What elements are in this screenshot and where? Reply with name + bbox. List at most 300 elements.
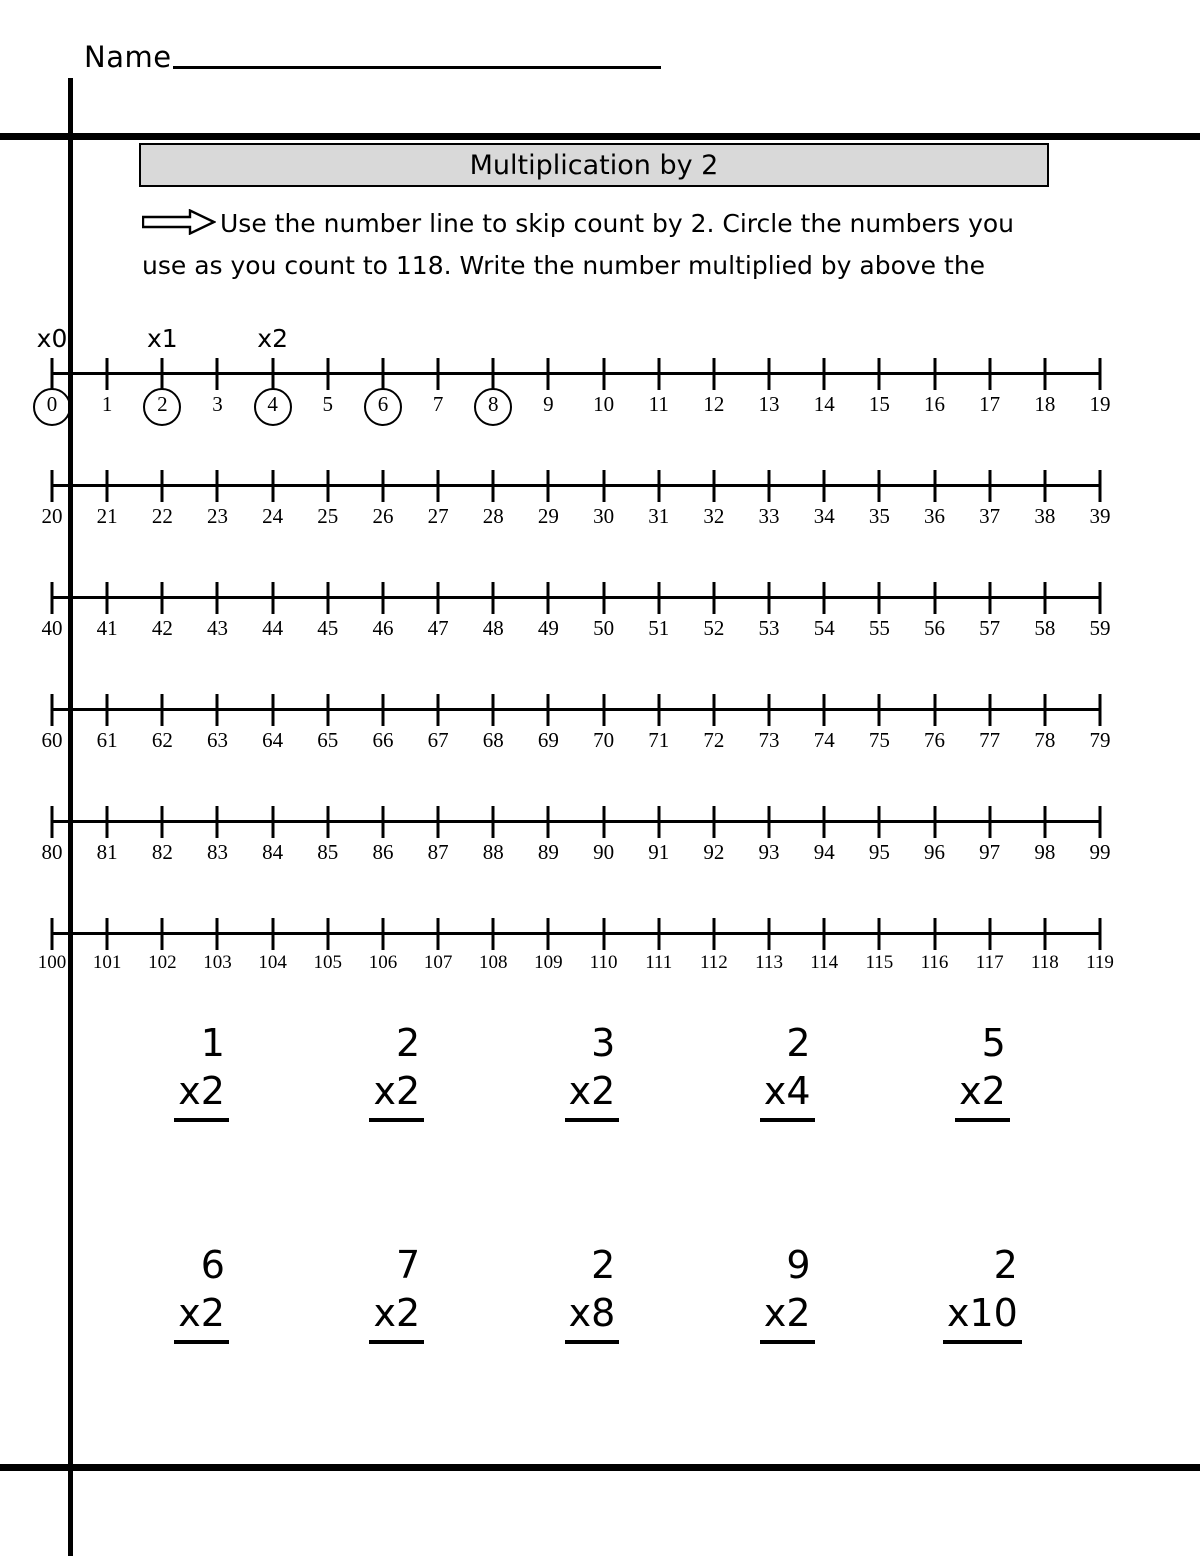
problem-stack xyxy=(369,1020,424,1122)
problem-operand-top: 5 xyxy=(981,1021,1006,1065)
number-line-tick xyxy=(216,358,219,390)
number-line-label[interactable]: 10 xyxy=(593,392,615,416)
number-line-tick xyxy=(51,582,54,614)
problem-operand-bottom: x2 xyxy=(369,1066,424,1122)
number-line-tick xyxy=(51,470,54,502)
number-line-label[interactable]: 33 xyxy=(758,504,780,528)
number-line-tick xyxy=(602,582,605,614)
number-line-label[interactable]: 100 xyxy=(37,952,67,973)
worksheet-title-box xyxy=(139,143,1049,187)
number-line-tick xyxy=(768,694,771,726)
number-line-tick xyxy=(878,470,881,502)
multiplication-problem[interactable] xyxy=(690,1242,885,1344)
number-line-tick xyxy=(657,358,660,390)
number-line-tick xyxy=(161,806,164,838)
number-line-tick xyxy=(1099,470,1102,502)
number-line-label[interactable]: 63 xyxy=(206,728,228,752)
problem-operand-bottom: x2 xyxy=(565,1066,620,1122)
number-line-tick xyxy=(988,358,991,390)
problem-stack xyxy=(565,1020,620,1122)
number-line-label[interactable]: 29 xyxy=(537,504,559,528)
problem-stack xyxy=(943,1242,1022,1344)
number-line-label[interactable]: 84 xyxy=(262,840,284,864)
number-line-label[interactable]: 52 xyxy=(703,616,725,640)
number-line-tick xyxy=(271,918,274,950)
problem-operand-top: 2 xyxy=(786,1021,811,1065)
number-line-label[interactable]: 109 xyxy=(534,952,563,973)
number-line-label[interactable]: 75 xyxy=(868,728,890,752)
multiplication-problem[interactable] xyxy=(104,1020,299,1122)
number-line-axis xyxy=(52,596,1100,599)
number-line-tick xyxy=(492,918,495,950)
number-line-label[interactable]: 91 xyxy=(648,840,670,864)
number-line-tick xyxy=(768,358,771,390)
problem-operand-top: 2 xyxy=(591,1243,616,1287)
number-line-row xyxy=(0,890,1200,1002)
number-line-tick xyxy=(381,470,384,502)
number-line-tick xyxy=(1099,582,1102,614)
number-line-label[interactable]: 55 xyxy=(868,616,890,640)
number-line-label[interactable]: 119 xyxy=(1086,952,1114,973)
number-line-label[interactable]: 16 xyxy=(924,392,946,416)
number-line-axis xyxy=(52,932,1100,935)
number-line-label[interactable]: 68 xyxy=(482,728,504,752)
number-line-tick xyxy=(823,806,826,838)
number-line-label[interactable]: 28 xyxy=(482,504,504,528)
number-line-label[interactable]: 115 xyxy=(865,952,894,973)
number-line-tick xyxy=(271,358,274,390)
number-line-tick xyxy=(326,694,329,726)
number-line-label[interactable]: 85 xyxy=(317,840,339,864)
number-line-tick xyxy=(161,582,164,614)
number-line xyxy=(41,778,1111,890)
number-line-label[interactable]: 67 xyxy=(427,728,449,752)
number-line-tick xyxy=(437,470,440,502)
number-line-label[interactable]: 34 xyxy=(813,504,835,528)
number-line-label[interactable]: 49 xyxy=(537,616,559,640)
number-line-tick xyxy=(381,694,384,726)
number-line-tick xyxy=(271,806,274,838)
number-line-tick xyxy=(51,694,54,726)
number-line-tick xyxy=(326,470,329,502)
number-line-tick xyxy=(933,694,936,726)
number-line-tick xyxy=(381,918,384,950)
number-line-tick xyxy=(1043,806,1046,838)
problem-stack xyxy=(565,1242,620,1344)
name-input-blank[interactable] xyxy=(173,42,661,69)
number-line-label[interactable]: 57 xyxy=(979,616,1001,640)
number-line-label[interactable]: 44 xyxy=(262,616,284,640)
number-line-label[interactable]: 26 xyxy=(372,504,394,528)
number-line-label[interactable]: 19 xyxy=(1089,392,1111,416)
number-line-row xyxy=(0,666,1200,778)
number-line-section xyxy=(0,324,1200,1002)
number-line-tick xyxy=(823,358,826,390)
number-line-label[interactable]: 93 xyxy=(758,840,780,864)
problem-stack xyxy=(760,1020,815,1122)
number-line-tick xyxy=(437,582,440,614)
problem-stack xyxy=(955,1020,1010,1122)
number-line-tick xyxy=(326,918,329,950)
number-line-tick xyxy=(768,582,771,614)
number-line-label[interactable]: 18 xyxy=(1034,392,1056,416)
number-line-tick xyxy=(602,918,605,950)
number-line-tick xyxy=(161,358,164,390)
number-line-tick xyxy=(657,694,660,726)
number-line-axis xyxy=(52,820,1100,823)
number-line-row xyxy=(0,442,1200,554)
number-line-label[interactable]: 48 xyxy=(482,616,504,640)
number-line-label[interactable]: 21 xyxy=(96,504,118,528)
number-line-tick xyxy=(271,694,274,726)
problem-stack xyxy=(369,1242,424,1344)
number-line-tick xyxy=(1099,694,1102,726)
number-line-tick xyxy=(602,806,605,838)
number-line-tick xyxy=(1099,918,1102,950)
problem-operand-top: 2 xyxy=(395,1021,421,1065)
number-line-label[interactable]: 22 xyxy=(151,504,173,528)
number-line-label[interactable]: 77 xyxy=(979,728,1001,752)
number-line-label[interactable]: 53 xyxy=(758,616,780,640)
number-line-tick xyxy=(1043,694,1046,726)
multiplication-problem[interactable] xyxy=(494,1020,689,1122)
number-line-tick xyxy=(161,470,164,502)
number-line-label[interactable]: 45 xyxy=(317,616,339,640)
number-line-label[interactable]: 81 xyxy=(96,840,118,864)
number-line-label[interactable]: 35 xyxy=(868,504,890,528)
number-line-tick xyxy=(602,694,605,726)
multiplication-problem[interactable] xyxy=(299,1242,494,1344)
number-line-tick xyxy=(216,470,219,502)
number-line-tick xyxy=(216,582,219,614)
number-line-tick xyxy=(1099,358,1102,390)
multiplier-label: x1 xyxy=(146,324,178,353)
multiplier-label: x0 xyxy=(36,324,68,353)
number-line-tick xyxy=(602,470,605,502)
number-line xyxy=(41,666,1111,778)
number-line-tick xyxy=(106,358,109,390)
number-line-label[interactable]: 65 xyxy=(317,728,339,752)
number-line-tick xyxy=(106,694,109,726)
number-line-label[interactable]: 36 xyxy=(924,504,946,528)
number-line-axis xyxy=(52,708,1100,711)
number-line-label[interactable]: 71 xyxy=(648,728,670,752)
multiplication-problem[interactable] xyxy=(494,1242,689,1344)
number-line-tick xyxy=(933,358,936,390)
number-line-tick xyxy=(437,694,440,726)
problem-operand-bottom: x2 xyxy=(174,1066,229,1122)
number-line xyxy=(41,554,1111,666)
number-line-tick xyxy=(878,358,881,390)
problems-section xyxy=(0,1020,1200,1464)
number-line-label[interactable]: 40 xyxy=(41,616,63,640)
header-rule xyxy=(0,133,1200,140)
number-line-tick xyxy=(161,918,164,950)
number-line-tick xyxy=(106,470,109,502)
number-line-label[interactable]: 112 xyxy=(699,952,728,973)
problem-row xyxy=(0,1242,1200,1344)
number-line-tick xyxy=(878,918,881,950)
number-line-tick xyxy=(437,806,440,838)
number-line-tick xyxy=(823,582,826,614)
number-line-label[interactable]: 20 xyxy=(41,504,63,528)
number-line-axis xyxy=(52,372,1100,375)
problem-operand-top: 1 xyxy=(200,1021,225,1065)
problem-operand-top: 7 xyxy=(395,1243,421,1287)
number-line-tick xyxy=(712,806,715,838)
number-line-label[interactable]: 39 xyxy=(1089,504,1111,528)
multiplier-label: x2 xyxy=(257,324,288,353)
multiplication-problem[interactable] xyxy=(885,1020,1080,1122)
number-line-tick xyxy=(933,806,936,838)
number-line-label[interactable]: 24 xyxy=(262,504,284,528)
number-line-tick xyxy=(657,582,660,614)
number-line-label[interactable]: 7 xyxy=(432,392,444,416)
number-line-label[interactable]: 43 xyxy=(206,616,228,640)
number-line-tick xyxy=(547,358,550,390)
number-line xyxy=(41,442,1111,554)
number-line-tick xyxy=(271,582,274,614)
number-line-label[interactable]: 25 xyxy=(317,504,339,528)
number-line-tick xyxy=(823,470,826,502)
number-line-label[interactable]: 56 xyxy=(924,616,946,640)
problem-row xyxy=(0,1020,1200,1122)
number-line-label[interactable]: 116 xyxy=(920,952,949,973)
number-line-axis xyxy=(52,484,1100,487)
number-line-label[interactable]: 54 xyxy=(813,616,835,640)
number-line-tick xyxy=(547,694,550,726)
number-line-tick xyxy=(657,470,660,502)
number-line-label[interactable]: 96 xyxy=(924,840,946,864)
number-line-tick xyxy=(768,470,771,502)
number-line-label[interactable]: 94 xyxy=(813,840,835,864)
number-line-tick xyxy=(381,806,384,838)
number-line-label[interactable]: 110 xyxy=(589,952,618,973)
page-title: Multiplication by 2 xyxy=(469,149,719,181)
multiplication-problem[interactable] xyxy=(885,1242,1080,1344)
number-line-label[interactable]: 92 xyxy=(703,840,725,864)
number-line-label[interactable]: 58 xyxy=(1034,616,1056,640)
number-line-row xyxy=(0,324,1200,442)
number-line-tick xyxy=(51,358,54,390)
number-line-label[interactable]: 101 xyxy=(92,952,122,973)
number-line-tick xyxy=(1043,582,1046,614)
multiplication-problem[interactable] xyxy=(299,1020,494,1122)
instructions-block xyxy=(142,203,1042,287)
number-line-label[interactable]: 95 xyxy=(868,840,890,864)
multiplication-problem[interactable] xyxy=(104,1242,299,1344)
number-line-label[interactable]: 2 xyxy=(157,392,168,416)
number-line-tick xyxy=(326,358,329,390)
number-line-label[interactable]: 60 xyxy=(41,728,63,752)
problem-operand-bottom: x4 xyxy=(760,1066,815,1122)
number-line-tick xyxy=(768,918,771,950)
number-line-tick xyxy=(768,806,771,838)
number-line-label[interactable]: 6 xyxy=(377,392,389,416)
number-line-label[interactable]: 74 xyxy=(813,728,835,752)
number-line-label[interactable]: 50 xyxy=(593,616,615,640)
problem-operand-bottom: x10 xyxy=(943,1288,1022,1344)
number-line-label[interactable]: 79 xyxy=(1089,728,1111,752)
number-line-label[interactable]: 38 xyxy=(1034,504,1056,528)
problem-operand-top: 9 xyxy=(786,1243,811,1287)
problem-operand-top: 3 xyxy=(591,1021,616,1065)
number-line-tick xyxy=(988,582,991,614)
number-line-row xyxy=(0,554,1200,666)
number-line-tick xyxy=(381,358,384,390)
number-line-label[interactable]: 27 xyxy=(427,504,449,528)
number-line-tick xyxy=(326,582,329,614)
number-line-tick xyxy=(657,918,660,950)
number-line-label[interactable]: 97 xyxy=(979,840,1001,864)
problem-operand-bottom: x2 xyxy=(174,1288,229,1344)
number-line-label[interactable]: 32 xyxy=(703,504,725,528)
number-line-label[interactable]: 4 xyxy=(267,392,278,416)
number-line-tick xyxy=(1043,358,1046,390)
number-line-label[interactable]: 46 xyxy=(372,616,394,640)
number-line-tick xyxy=(547,470,550,502)
number-line-label[interactable]: 76 xyxy=(924,728,946,752)
number-line-label[interactable]: 83 xyxy=(206,840,228,864)
number-line-label[interactable]: 30 xyxy=(593,504,615,528)
number-line-label[interactable]: 82 xyxy=(151,840,173,864)
problem-operand-bottom: x8 xyxy=(565,1288,620,1344)
problem-stack xyxy=(174,1242,229,1344)
number-line-label[interactable]: 37 xyxy=(979,504,1001,528)
number-line-tick xyxy=(712,694,715,726)
number-line-tick xyxy=(878,694,881,726)
number-line-label[interactable]: 78 xyxy=(1034,728,1056,752)
number-line-tick xyxy=(712,582,715,614)
number-line-label[interactable]: 0 xyxy=(46,392,58,416)
number-line-label[interactable]: 90 xyxy=(593,840,615,864)
number-line-label[interactable]: 12 xyxy=(703,392,725,416)
number-line-label[interactable]: 42 xyxy=(151,616,173,640)
name-label: Name xyxy=(84,40,172,74)
number-line-tick xyxy=(823,694,826,726)
number-line-label[interactable]: 99 xyxy=(1089,840,1111,864)
number-line-label[interactable]: 31 xyxy=(648,504,670,528)
number-line-row xyxy=(0,778,1200,890)
number-line-label[interactable]: 80 xyxy=(41,840,63,864)
number-line-label[interactable]: 51 xyxy=(648,616,670,640)
problem-operand-bottom: x2 xyxy=(369,1288,424,1344)
number-line xyxy=(37,890,1114,1002)
number-line-tick xyxy=(933,918,936,950)
number-line-label[interactable]: 61 xyxy=(96,728,118,752)
number-line-label[interactable]: 98 xyxy=(1034,840,1056,864)
number-line-tick xyxy=(1043,918,1046,950)
problem-operand-top: 6 xyxy=(200,1243,225,1287)
problem-stack xyxy=(760,1242,815,1344)
number-line-label[interactable]: 3 xyxy=(212,392,223,416)
number-line-tick xyxy=(712,918,715,950)
number-line-label[interactable]: 104 xyxy=(258,952,287,973)
number-line-label[interactable]: 13 xyxy=(758,392,780,416)
number-line-label[interactable]: 86 xyxy=(372,840,394,864)
number-line xyxy=(36,324,1111,442)
number-line-label[interactable]: 14 xyxy=(813,392,835,416)
number-line-label[interactable]: 1 xyxy=(101,392,113,416)
number-line-label[interactable]: 47 xyxy=(427,616,449,640)
number-line-tick xyxy=(381,582,384,614)
number-line-label[interactable]: 23 xyxy=(206,504,228,528)
number-line-label[interactable]: 111 xyxy=(645,952,673,973)
number-line-tick xyxy=(933,470,936,502)
number-line-label[interactable]: 9 xyxy=(543,392,554,416)
number-line-label[interactable]: 41 xyxy=(96,616,118,640)
number-line-label[interactable]: 59 xyxy=(1089,616,1111,640)
number-line-tick xyxy=(823,918,826,950)
number-line-label[interactable]: 88 xyxy=(482,840,504,864)
number-line-label[interactable]: 72 xyxy=(703,728,725,752)
number-line-tick xyxy=(106,806,109,838)
number-line-tick xyxy=(933,582,936,614)
number-line-tick xyxy=(1043,470,1046,502)
number-line-label[interactable]: 117 xyxy=(975,952,1004,973)
number-line-label[interactable]: 113 xyxy=(755,952,783,973)
number-line-label[interactable]: 64 xyxy=(262,728,284,752)
number-line-label[interactable]: 17 xyxy=(979,392,1001,416)
number-line-tick xyxy=(878,806,881,838)
number-line-label[interactable]: 15 xyxy=(868,392,890,416)
number-line-label[interactable]: 118 xyxy=(1030,952,1059,973)
number-line-label[interactable]: 114 xyxy=(810,952,839,973)
number-line-label[interactable]: 5 xyxy=(322,392,334,416)
number-line-tick xyxy=(492,470,495,502)
number-line-label[interactable]: 106 xyxy=(368,952,398,973)
number-line-label[interactable]: 69 xyxy=(537,728,559,752)
problem-operand-bottom: x2 xyxy=(760,1288,815,1344)
number-line-label[interactable]: 66 xyxy=(372,728,394,752)
number-line-tick xyxy=(988,470,991,502)
number-line-tick xyxy=(437,358,440,390)
number-line-tick xyxy=(492,582,495,614)
multiplication-problem[interactable] xyxy=(690,1020,885,1122)
number-line-label[interactable]: 107 xyxy=(423,952,453,973)
number-line-label[interactable]: 108 xyxy=(479,952,508,973)
number-line-tick xyxy=(712,470,715,502)
number-line-label[interactable]: 105 xyxy=(313,952,343,973)
number-line-tick xyxy=(437,918,440,950)
number-line-tick xyxy=(51,806,54,838)
number-line-tick xyxy=(547,582,550,614)
problem-operand-top: 2 xyxy=(993,1243,1018,1287)
number-line-tick xyxy=(492,694,495,726)
number-line-tick xyxy=(492,806,495,838)
number-line-label[interactable]: 89 xyxy=(537,840,559,864)
problem-operand-bottom: x2 xyxy=(955,1066,1010,1122)
number-line-tick xyxy=(988,806,991,838)
number-line-tick xyxy=(547,806,550,838)
number-line-tick xyxy=(106,582,109,614)
number-line-label[interactable]: 103 xyxy=(203,952,232,973)
number-line-tick xyxy=(988,694,991,726)
number-line-label[interactable]: 87 xyxy=(427,840,449,864)
number-line-tick xyxy=(1099,806,1102,838)
footer-rule xyxy=(0,1464,1200,1471)
number-line-tick xyxy=(547,918,550,950)
instructions-text: Use the number line to skip count by 2. Circle the numbers you use as you count to 118. Write the number multiplied by above the xyxy=(142,209,1015,280)
number-line-label[interactable]: 70 xyxy=(593,728,615,752)
number-line-label[interactable]: 11 xyxy=(648,392,669,416)
number-line-label[interactable]: 73 xyxy=(758,728,780,752)
number-line-tick xyxy=(878,582,881,614)
number-line-label[interactable]: 8 xyxy=(488,392,499,416)
number-line-label[interactable]: 102 xyxy=(148,952,177,973)
number-line-tick xyxy=(602,358,605,390)
number-line-label[interactable]: 62 xyxy=(151,728,173,752)
